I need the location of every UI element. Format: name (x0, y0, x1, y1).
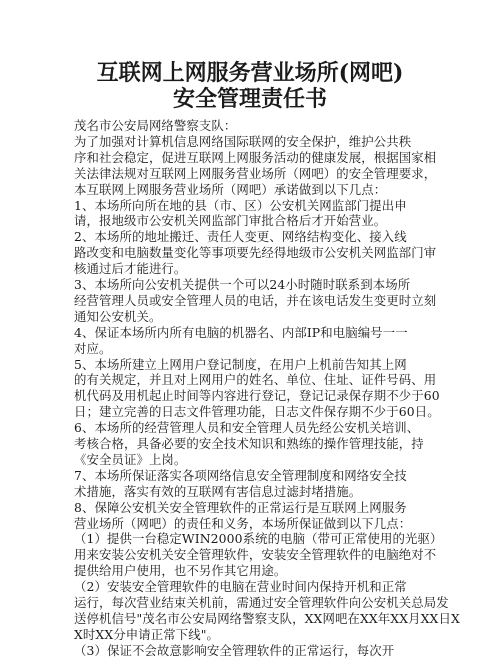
body-text-line: 《安全员证》上岗。 (74, 451, 187, 467)
body-text-line: 通知公安机关。 (74, 308, 162, 324)
document-title-line-2: 安全管理责任书 (172, 86, 327, 112)
body-text-line: 送停机信号"茂名市公安局网络警察支队，XX网吧在XX年XX月XX日X (74, 610, 460, 626)
body-text-line: 机代码及用机起止时间等内容进行登记，登记记录保存期不少于60 (74, 388, 440, 404)
body-text-line: 8、保障公安机关安全管理软件的正常运行是互联网上网服务 (74, 499, 407, 515)
body-text-line: （3）保证不会故意影响安全管理软件的正常运行，每次开 (74, 642, 395, 658)
body-text-line: 日；建立完善的日志文件管理功能，日志文件保存期不少于60日。 (74, 404, 440, 420)
body-text-line: 的有关规定，并且对上网用户的姓名、单位、住址、证件号码、用 (74, 372, 437, 388)
body-text-line: 2、本场所的地址搬迁、责任人变更、网络结构变化、接入线 (74, 229, 407, 245)
body-text-line: 为了加强对计算机信息网络国际联网的安全保护，维护公共秩 (74, 133, 412, 149)
body-text-line: 术措施，落实有效的互联网有害信息过滤封堵措施。 (74, 483, 362, 499)
body-text-line: 经营管理人员或安全管理人员的电话，并在该电话发生变更时立刻 (74, 292, 437, 308)
body-text-line: 3、本场所向公安机关提供一个可以24小时随时联系到本场所 (74, 277, 411, 292)
body-text-line: 4、保证本场所内所有电脑的机器名、内部IP和电脑编号一一 (74, 324, 408, 340)
body-text-line: 考核合格，具备必要的安全技术知识和熟练的操作管理技能，持 (74, 436, 424, 451)
body-text-line: 6、本场所的经营管理人员和安全管理人员先经公安机关培训、 (74, 420, 420, 436)
body-text-line: 核通过后才能进行。 (74, 261, 187, 277)
body-text-line: （2）安装安全管理软件的电脑在营业时间内保持开机和正常 (74, 579, 407, 595)
body-text-line: 运行，每次营业结束关机前，需通过安全管理软件向公安机关总局发 (74, 595, 449, 610)
body-text-line: 路改变和电脑数量变化等事项要先经得地级市公安机关网监部门审 (74, 245, 437, 261)
body-text-line: X时XX分申请正常下线"。 (74, 626, 219, 642)
body-text-line: 用来安装公安机关安全管理软件，安装安全管理软件的电脑绝对不 (74, 547, 437, 563)
body-text-line: 营业场所（网吧）的责任和义务，本场所保证做到以下几点： (74, 515, 412, 531)
body-text-line: 本互联网上网服务营业场所（网吧）承诺做到以下几点： (74, 181, 387, 197)
body-text-line: 请，报地级市公安机关网监部门审批合格后才开始营业。 (74, 213, 387, 229)
salutation-line: 茂名市公安局网络警察支队： (74, 118, 237, 133)
body-text-line: 序和社会稳定，促进互联网上网服务活动的健康发展，根据国家相 (74, 149, 437, 165)
body-text-line: （1）提供一台稳定WIN2000系统的电脑（带可正常使用的光驱） (74, 531, 443, 547)
body-text-line: 提供给用户使用，也不另作其它用途。 (74, 563, 287, 579)
body-text-line: 7、本场所保证落实各项网络信息安全管理制度和网络安全技 (74, 467, 407, 483)
body-text-line: 1、本场所向所在地的县（市、区）公安机关网监部门提出申 (74, 197, 407, 213)
body-text-line: 5、本场所建立上网用户登记制度，在用户上机前告知其上网 (74, 356, 407, 372)
document-title-line-1: 互联网上网服务营业场所(网吧) (96, 60, 404, 86)
body-text-line: 对应。 (74, 340, 112, 356)
body-text-line: 关法律法规对互联网上网服务营业场所（网吧）的安全管理要求， (74, 165, 437, 181)
